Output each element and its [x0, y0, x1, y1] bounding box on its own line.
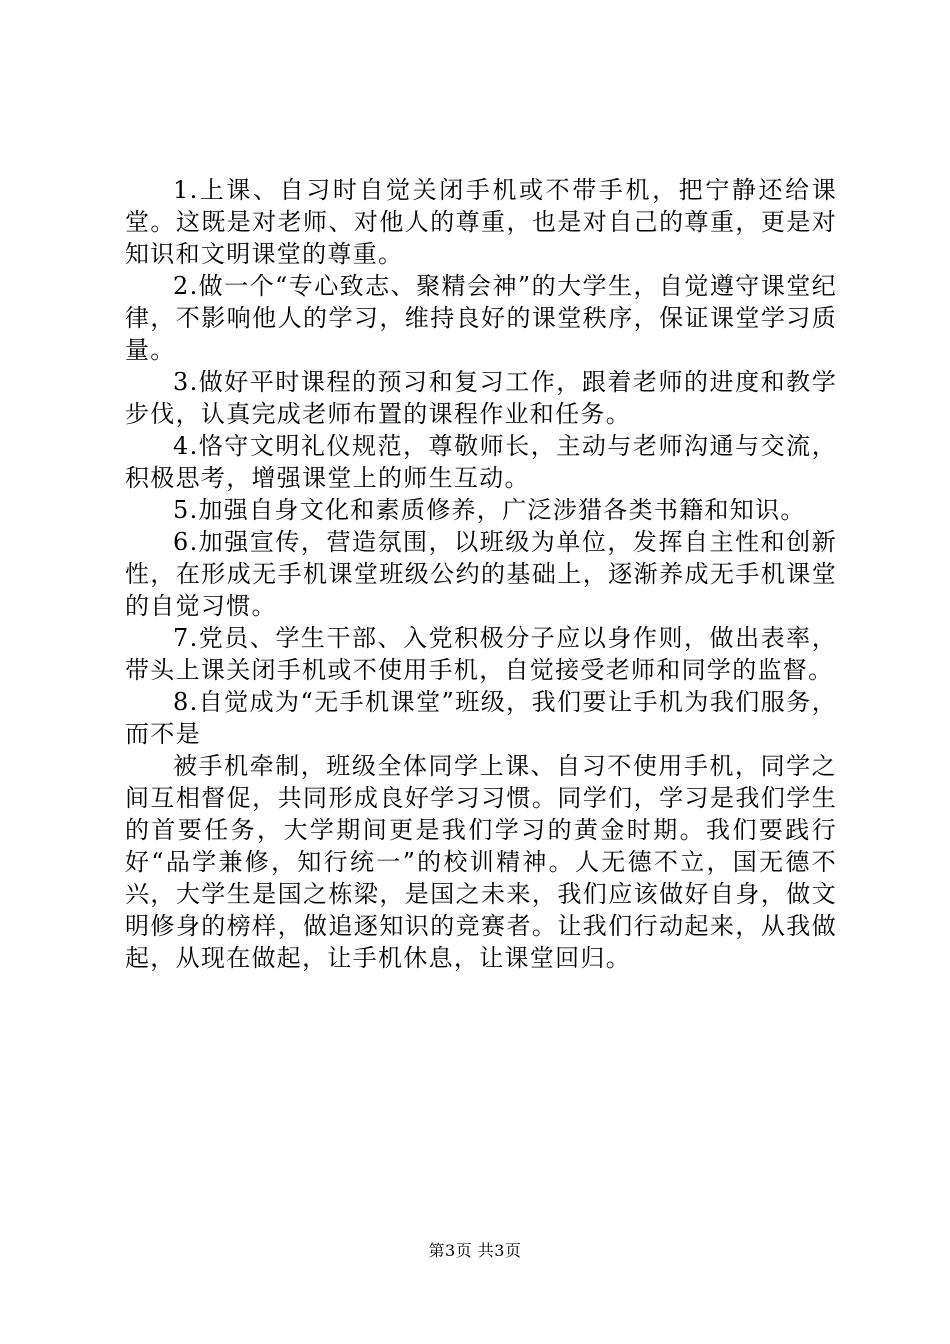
paragraph-5: 5.加强自身文化和素质修养，广泛涉猎各类书籍和知识。	[173, 496, 806, 524]
paragraph-7: 7.党员、学生干部、入党积极分子应以身作则，做出表率，带头上课关闭手机或不使用手机，自觉接受老师和同学的监督。	[125, 624, 837, 684]
paragraph-8: 8.自觉成为“无手机课堂”班级，我们要让手机为我们服务，而不是	[125, 688, 837, 748]
paragraph-9: 被手机牵制，班级全体同学上课、自习不使用手机，同学之间互相督促，共同形成良好学习习惯。同学们，学习是我们学生的首要任务，大学期间更是我们学习的黄金时期。我们要践行好“品学兼修，知行统一”的校训精神。人无德不立，国无德不兴，大学生是国之栋梁，是国之未来，我们应该做好自身，做文明修身的榜样，做追逐知识的竞赛者。让我们行动起来，从我做起，从现在做起，让手机休息，让课堂回归。	[125, 752, 837, 972]
paragraph-4: 4.恪守文明礼仪规范，尊敬师长，主动与老师沟通与交流，积极思考，增强课堂上的师生互动。	[125, 432, 837, 492]
paragraph-1: 1.上课、自习时自觉关闭手机或不带手机，把宁静还给课堂。这既是对老师、对他人的尊重，也是对自己的尊重，更是对知识和文明课堂的尊重。	[125, 176, 837, 268]
paragraph-3: 3.做好平时课程的预习和复习工作，跟着老师的进度和教学步伐，认真完成老师布置的课程作业和任务。	[125, 368, 837, 428]
paragraph-6: 6.加强宣传，营造氛围，以班级为单位，发挥自主性和创新性，在形成无手机课堂班级公约的基础上，逐渐养成无手机课堂的自觉习惯。	[125, 528, 837, 620]
page-number: 第3页 共3页	[428, 1241, 522, 1260]
document-body	[125, 174, 837, 974]
paragraph-2: 2.做一个“专心致志、聚精会神”的大学生，自觉遵守课堂纪律，不影响他人的学习，维持良好的课堂秩序，保证课堂学习质量。	[125, 272, 837, 364]
